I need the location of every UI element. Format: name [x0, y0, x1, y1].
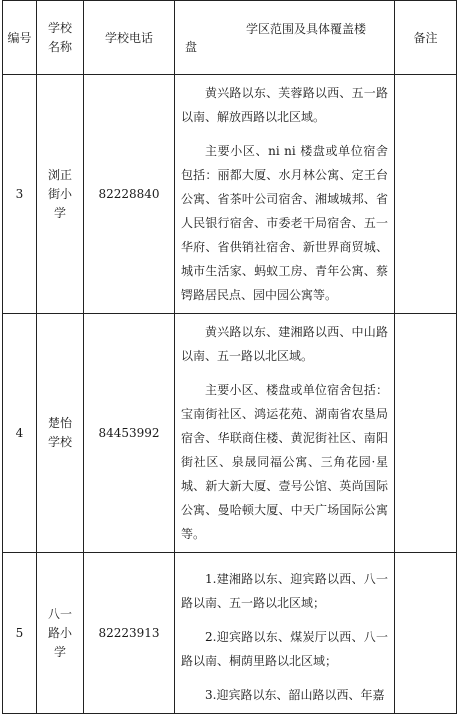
- row-number: 5: [3, 553, 37, 714]
- table-row: [3, 314, 457, 553]
- school-phone: 84453992: [84, 314, 175, 553]
- header-school-name: 学校名称: [37, 1, 84, 75]
- district-area-item: 1.建湘路以东、迎宾路以西、八一路以南、五一路以北区域；: [181, 572, 388, 610]
- district-boundary: 黄兴路以东、建湘路以西、中山路以南、五一路以北区域。: [181, 325, 388, 363]
- table-header-row: [3, 1, 457, 75]
- row-note: [395, 553, 457, 714]
- school-name: 楚怡学校: [37, 314, 84, 553]
- district-buildings: 主要小区、楼盘或单位宿舍包括：宝南街社区、鸿运花苑、湖南省农垦局宿舍、华联商住楼、黄泥街社区、南阳街社区、泉晟同福公寓、三角花园·星城、新大新大厦、壹号公馆、英尚国际公寓、曼哈顿大厦、中天广场国际公寓等。: [181, 383, 388, 541]
- row-note: [395, 75, 457, 314]
- school-name: 浏正街小学: [37, 75, 84, 314]
- header-number: 编号: [3, 1, 37, 75]
- school-district-table: [2, 0, 457, 714]
- row-number: 4: [3, 314, 37, 553]
- school-phone: 82228840: [84, 75, 175, 314]
- district-area: [175, 314, 395, 553]
- district-area: [175, 75, 395, 314]
- row-note: [395, 314, 457, 553]
- district-area: [175, 553, 395, 714]
- district-area-item: 2.迎宾路以东、煤炭厅以西、八一路以南、桐荫里路以北区域；: [181, 630, 388, 668]
- school-name: 八一路小学: [37, 553, 84, 714]
- district-buildings: 主要小区、ni ni 楼盘或单位宿舍包括：丽都大厦、水月林公寓、定王台公寓、省茶叶公司宿舍、湘域城邦、省人民银行宿舍、市委老干局宿舍、五一华府、省供销社宿舍、新世界商贸城、城市生活家、蚂蚁工房、青年公寓、蔡锷路居民点、园中园公寓等。: [181, 144, 388, 302]
- row-number: 3: [3, 75, 37, 314]
- header-area-line2: 盘: [185, 39, 198, 54]
- table-row: [3, 553, 457, 714]
- header-school-phone: 学校电话: [84, 1, 175, 75]
- district-boundary: 黄兴路以东、芙蓉路以西、五一路以南、解放西路以北区域。: [181, 86, 388, 124]
- school-phone: 82223913: [84, 553, 175, 714]
- table-row: [3, 75, 457, 314]
- header-note: 备注: [395, 1, 457, 75]
- district-area-item: 3.迎宾路以东、韶山路以西、年嘉: [205, 688, 385, 702]
- header-area-line1: 学区范围及具体覆盖楼: [245, 21, 366, 36]
- header-area: [175, 1, 395, 75]
